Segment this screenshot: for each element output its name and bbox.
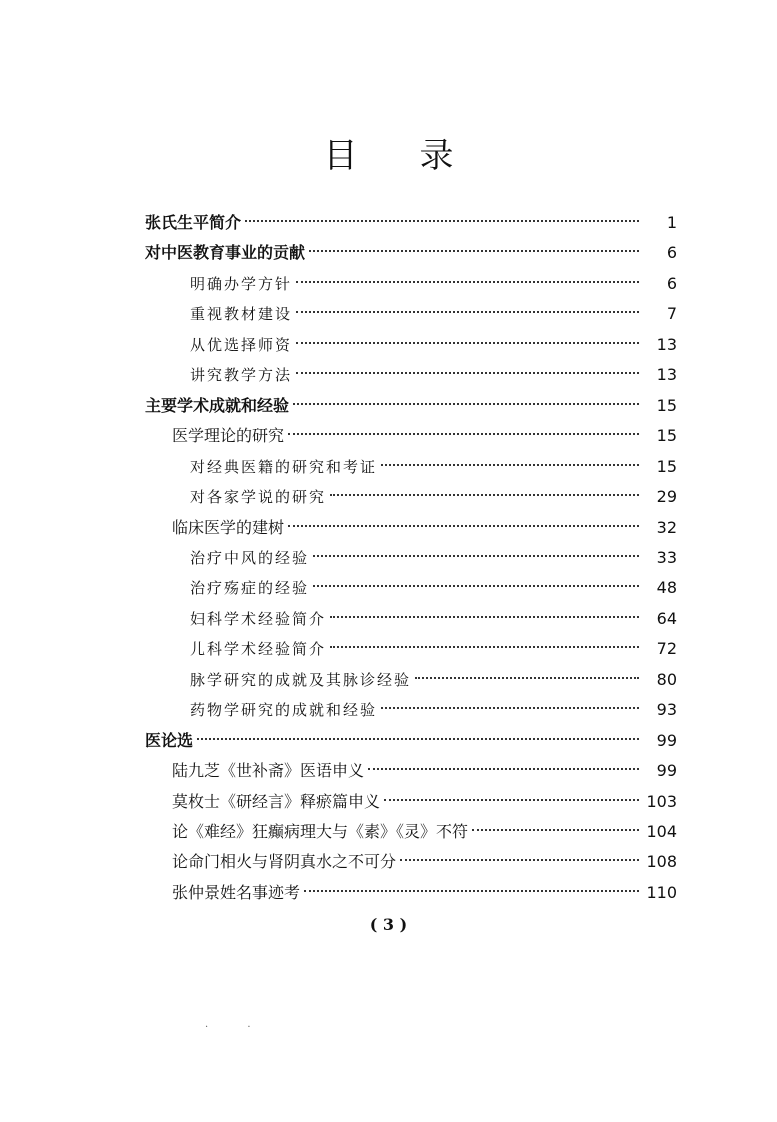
toc-entry-label: 临床医学的建树 <box>172 517 285 537</box>
toc-entry <box>172 421 677 451</box>
toc-entry-label: 论《难经》狂癫病理大与《素》《灵》不符 <box>172 822 469 841</box>
toc-entry <box>145 391 677 421</box>
toc-entry-label: 陆九芝《世补斋》医语申义 <box>172 761 365 781</box>
toc-entry <box>145 238 677 268</box>
toc-entry-label: 张仲景姓名事迹考 <box>172 882 301 902</box>
toc-entry-label: 讲究教学方法 <box>190 366 293 385</box>
toc-entry <box>190 573 677 603</box>
toc-entry-page-number: 13 <box>656 365 677 385</box>
toc-entry-label: 张氏生平简介 <box>145 213 242 232</box>
toc-entry-label: 药物学研究的成就和经验 <box>190 701 378 720</box>
toc-entry <box>172 847 677 877</box>
dot-leader <box>296 281 639 283</box>
toc-entry-label: 儿科学术经验简介 <box>190 640 327 659</box>
toc-entry-page-number: 48 <box>656 578 677 598</box>
toc-entry <box>190 269 677 299</box>
toc-entry <box>190 695 677 725</box>
toc-entry-page-number: 7 <box>666 304 677 324</box>
toc-entry-label: 对经典医籍的研究和考证 <box>190 457 378 476</box>
footer-page-number: ( 3 ) <box>369 915 408 934</box>
toc-entry-page-number: 80 <box>656 669 677 689</box>
toc-entry-page-number: 93 <box>656 700 677 720</box>
toc-entry-page-number: 6 <box>666 243 677 263</box>
toc-entry <box>190 543 677 573</box>
toc-entry-label: 明确办学方针 <box>190 274 293 293</box>
dot-leader <box>368 768 639 770</box>
dot-leader <box>472 829 639 831</box>
toc-entry <box>190 360 677 390</box>
toc-entry-page-number: 32 <box>656 517 677 537</box>
toc-entry-page-number: 103 <box>646 791 677 811</box>
dot-leader <box>293 403 639 405</box>
toc-entry-label: 从优选择师资 <box>190 335 293 354</box>
toc-entry <box>190 330 677 360</box>
toc-entry-page-number: 64 <box>656 608 677 628</box>
toc-entry-label: 治疗殇症的经验 <box>190 579 310 598</box>
toc-entry-label: 主要学术成就和经验 <box>145 395 290 415</box>
dot-leader <box>197 738 639 740</box>
scan-specks: · · <box>205 1022 269 1033</box>
dot-leader <box>381 707 639 709</box>
toc-entry-page-number: 15 <box>656 426 677 446</box>
toc-entry-label: 莫枚士《研经言》释瘀篇申义 <box>172 791 381 811</box>
toc-entry <box>172 817 677 847</box>
toc-entry-page-number: 104 <box>646 822 677 841</box>
dot-leader <box>304 890 639 892</box>
toc-entry-label: 脉学研究的成就及其脉诊经验 <box>190 670 412 689</box>
dot-leader <box>330 494 639 496</box>
page-title-char-2: 录 <box>419 136 454 176</box>
toc-entry <box>190 482 677 512</box>
toc-entry-page-number: 72 <box>656 639 677 659</box>
toc-entry <box>172 756 677 786</box>
toc-entry <box>190 299 677 329</box>
page-title-char-1: 目 <box>323 136 358 176</box>
dot-leader <box>245 220 639 222</box>
toc-entry <box>190 634 677 664</box>
toc-entry-label: 对中医教育事业的贡献 <box>145 243 306 263</box>
toc-entry <box>145 208 677 238</box>
dot-leader <box>288 525 639 527</box>
toc-entry-label: 重视教材建设 <box>190 305 293 324</box>
toc-entry-page-number: 6 <box>666 273 677 293</box>
toc-entry-label: 治疗中风的经验 <box>190 548 310 567</box>
dot-leader <box>384 799 639 801</box>
toc-entry-label: 医学理论的研究 <box>172 426 285 446</box>
toc-entry-page-number: 108 <box>646 852 677 872</box>
toc-entry <box>190 665 677 695</box>
dot-leader <box>415 677 639 679</box>
toc-entry <box>172 787 677 817</box>
toc-entry-page-number: 29 <box>656 487 677 507</box>
dot-leader <box>309 250 639 252</box>
dot-leader <box>313 585 639 587</box>
toc-entry-label: 论命门相火与肾阴真水之不可分 <box>172 852 397 872</box>
toc-entry <box>145 726 677 756</box>
dot-leader <box>330 616 639 618</box>
toc-entry-page-number: 110 <box>646 882 677 902</box>
toc-entry-page-number: 33 <box>656 547 677 567</box>
dot-leader <box>400 859 639 861</box>
dot-leader <box>296 342 639 344</box>
dot-leader <box>296 372 639 374</box>
toc-entry <box>172 878 677 908</box>
dot-leader <box>330 646 639 648</box>
toc-entry-page-number: 99 <box>656 761 677 781</box>
dot-leader <box>288 433 639 435</box>
dot-leader <box>296 311 639 313</box>
toc-entry-page-number: 15 <box>656 456 677 476</box>
toc-entry-label: 对各家学说的研究 <box>190 488 327 507</box>
dot-leader <box>381 464 639 466</box>
toc-entry-page-number: 15 <box>656 395 677 415</box>
toc-entry-label: 妇科学术经验简介 <box>190 609 327 628</box>
toc-entry-page-number: 1 <box>666 213 677 232</box>
toc-entry <box>190 452 677 482</box>
dot-leader <box>313 555 639 557</box>
toc-entry <box>190 604 677 634</box>
toc-entry-page-number: 13 <box>656 334 677 354</box>
toc-entry <box>172 513 677 543</box>
page-title <box>0 128 777 177</box>
toc-entry-label: 医论选 <box>145 730 194 750</box>
toc-entry-page-number: 99 <box>656 730 677 750</box>
